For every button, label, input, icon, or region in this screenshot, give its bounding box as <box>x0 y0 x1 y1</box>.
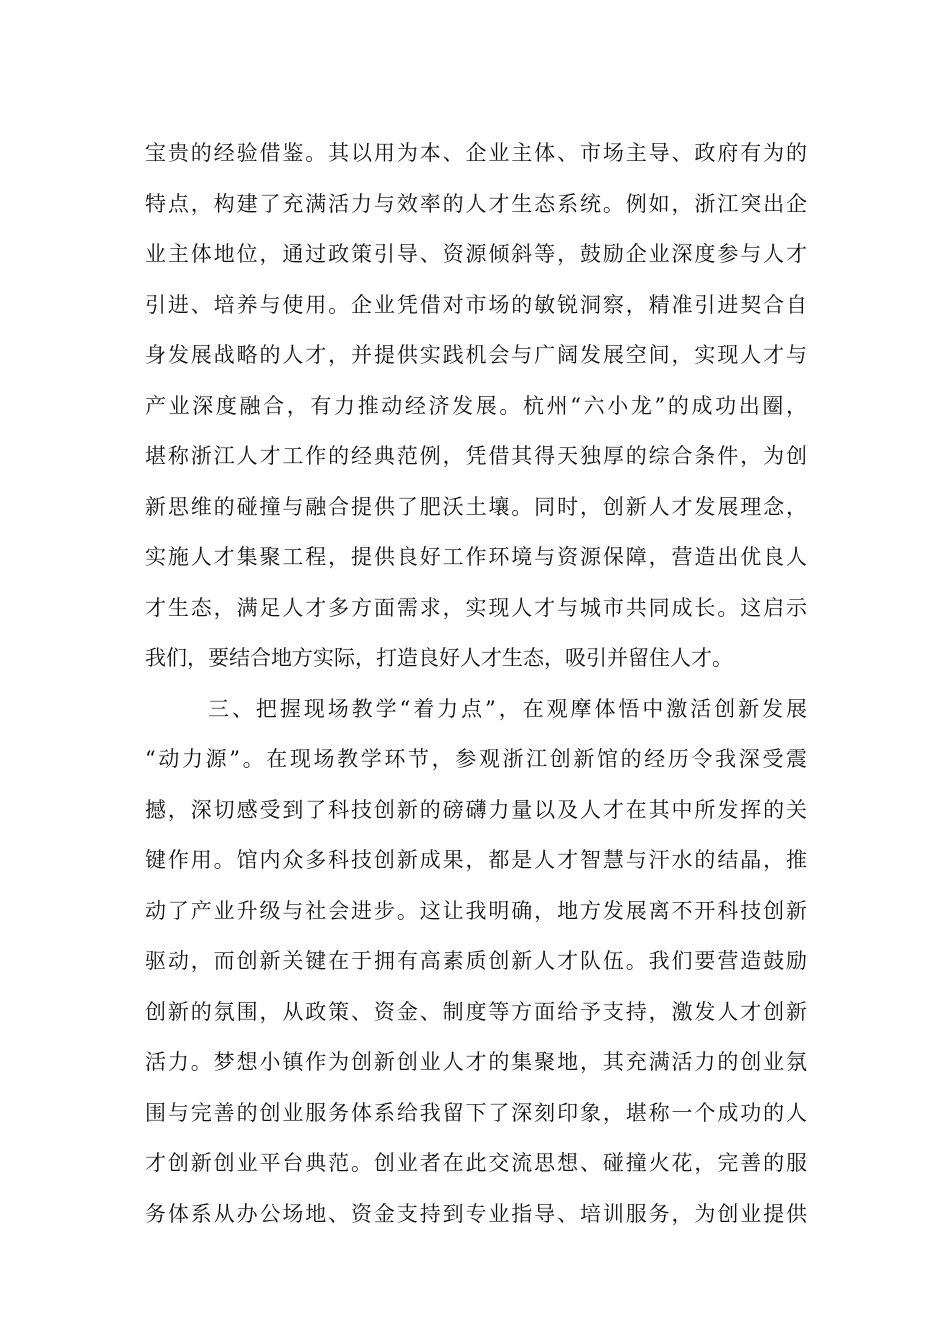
text-line: 新思维的碰撞与融合提供了肥沃土壤。同时，创新人才发展理念， <box>145 494 807 519</box>
text-line: 创新的氛围，从政策、资金、制度等方面给予支持，激发人才创新 <box>145 999 807 1024</box>
text-line: 身发展战略的人才，并提供实践机会与广阔发展空间，实现人才与 <box>145 343 807 367</box>
text-line: 活力。梦想小镇作为创新创业人才的集聚地，其充满活力的创业氛 <box>145 1050 807 1074</box>
paragraph-talent-ecosystem <box>145 128 807 684</box>
text-line: 才生态，满足人才多方面需求，实现人才与城市共同成长。这启示 <box>145 595 807 620</box>
text-line: 业主体地位，通过政策引导、资源倾斜等，鼓励企业深度参与人才 <box>145 242 807 266</box>
text-line: 撼，深切感受到了科技创新的磅礴力量以及人才在其中所发挥的关 <box>145 797 807 822</box>
text-line: 特点，构建了充满活力与效率的人才生态系统。例如，浙江突出企 <box>145 191 807 216</box>
text-line: 宝贵的经验借鉴。其以用为本、企业主体、市场主导、政府有为的 <box>145 141 807 165</box>
text-line: 堪称浙江人才工作的经典范例，凭借其得天独厚的综合条件，为创 <box>145 444 807 468</box>
paragraph-section-three <box>145 684 807 1240</box>
text-line: 产业深度融合，有力推动经济发展。杭州“六小龙”的成功出圈， <box>145 393 807 418</box>
document-body <box>145 128 807 1239</box>
text-line: 实施人才集聚工程，提供良好工作环境与资源保障，营造出优良人 <box>145 545 807 569</box>
text-line: “动力源”。在现场教学环节，参观浙江创新馆的经历令我深受震 <box>145 747 807 771</box>
section-heading-line: 三、把握现场教学“着力点”，在观摩体悟中激活创新发展 <box>208 696 807 721</box>
text-line: 围与完善的创业服务体系给我留下了深刻印象，堪称一个成功的人 <box>145 1100 807 1125</box>
text-line: 动了产业升级与社会进步。这让我明确，地方发展离不开科技创新 <box>145 898 807 923</box>
text-line: 键作用。馆内众多科技创新成果，都是人才智慧与汗水的结晶，推 <box>145 848 807 872</box>
text-line: 才创新创业平台典范。创业者在此交流思想、碰撞火花，完善的服 <box>145 1151 807 1175</box>
text-line: 引进、培养与使用。企业凭借对市场的敏锐洞察，精准引进契合自 <box>145 292 807 317</box>
text-line: 我们，要结合地方实际，打造良好人才生态，吸引并留住人才。 <box>145 646 733 670</box>
text-line: 务体系从办公场地、资金支持到专业指导、培训服务，为创业提供 <box>145 1201 807 1226</box>
text-line: 驱动，而创新关键在于拥有高素质创新人才队伍。我们要营造鼓励 <box>145 949 807 973</box>
